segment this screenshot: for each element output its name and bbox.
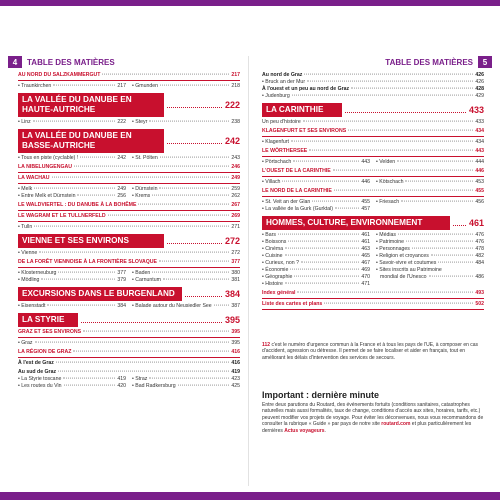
chapter-page: 395 <box>224 315 240 325</box>
toc-entry[interactable]: • Straz 423 <box>132 376 240 382</box>
toc-subsection[interactable]: Au sud de Graz 419 <box>18 369 240 375</box>
toc-entry[interactable]: • Carnuntum 381 <box>132 277 240 283</box>
toc-index[interactable]: Index général 493 <box>262 290 484 299</box>
right-toc-column <box>262 72 484 312</box>
left-toc-column <box>18 72 240 390</box>
toc-entry[interactable]: • Les routes du Vin 420 <box>18 383 126 389</box>
toc-chapter-row[interactable] <box>262 103 484 117</box>
toc-entry[interactable]: • Géographie 470 <box>262 274 370 280</box>
toc-entry[interactable]: • Religion et croyances 482 <box>376 253 484 259</box>
toc-entry[interactable]: • Balade autour du Neusiedler See 387 <box>132 303 240 309</box>
toc-entry[interactable]: • Traunkirchen 217 <box>18 83 126 89</box>
toc-section[interactable]: DE LA FORÊT VIENNOISE À LA FRONTIÈRE SLOVAQUE 377 <box>18 259 240 268</box>
toc-section[interactable]: LE WALDVIERTEL : DU DANUBE À LA BOHÊME 267 <box>18 202 240 211</box>
toc-pair <box>18 83 240 90</box>
toc-entry[interactable]: • Économie 469 <box>262 267 370 273</box>
chapter-page: 461 <box>468 218 484 228</box>
right-header-title: TABLE DES MATIÈRES <box>385 57 473 67</box>
toc-entry[interactable]: • La vallée de la Gurk (Gurktal) 457 <box>262 206 370 212</box>
chapter-title: LA CARINTHIE <box>266 105 324 114</box>
toc-entry[interactable]: • Patrimoine 476 <box>376 239 484 245</box>
toc-section[interactable]: KLAGENFURT ET SES ENVIRONS 434 <box>262 128 484 137</box>
chapter-page: 242 <box>224 136 240 146</box>
toc-entry[interactable]: • Krems 262 <box>132 193 240 199</box>
toc-entry[interactable]: • Graz 395 <box>18 340 240 346</box>
chapter-page: 222 <box>224 100 240 110</box>
site-link[interactable]: routard.com <box>381 421 411 428</box>
chapter-title: LA VALLÉE DU DANUBE EN BASSE-AUTRICHE <box>22 131 132 150</box>
toc-entry[interactable]: • Entre Melk et Dürnstein 256 <box>18 193 126 199</box>
toc-entry[interactable]: • Gmunden 218 <box>132 83 240 89</box>
toc-entry[interactable]: • Baden 380 <box>132 270 240 276</box>
toc-subsection[interactable]: À l'est de Graz 416 <box>18 360 240 366</box>
toc-pair <box>262 179 484 186</box>
toc-entry[interactable]: • Personnages 478 <box>376 246 484 252</box>
toc-section[interactable]: LA WACHAU 249 <box>18 175 240 184</box>
toc-section[interactable]: LA RÉGION DE GRAZ 416 <box>18 349 240 358</box>
bottom-purple-band <box>0 492 500 500</box>
toc-subsection[interactable]: Au nord de Graz 426 <box>262 72 484 78</box>
toc-entry[interactable]: • Histoire 471 <box>262 281 370 287</box>
left-header-title: TABLE DES MATIÈRES <box>27 57 115 67</box>
toc-chapter-row[interactable] <box>18 287 240 301</box>
toc-entry[interactable]: Un peu d'histoire 433 <box>262 119 484 125</box>
culture-list-right <box>376 232 484 288</box>
emergency-number: 112 <box>262 342 271 348</box>
toc-entry[interactable]: • Bars 461 <box>262 232 370 238</box>
toc-entry[interactable]: • La Styrie toscane 419 <box>18 376 126 382</box>
chapter-band <box>262 103 342 117</box>
left-page-number: 4 <box>8 56 22 68</box>
toc-entry[interactable]: • Tous en piste (cyclable) ! 242 <box>18 155 126 161</box>
toc-pair <box>262 159 484 166</box>
toc-entry[interactable]: • Tulln 271 <box>18 224 240 230</box>
toc-entry[interactable]: • Curieux, non ? 467 <box>262 260 370 266</box>
toc-entry[interactable]: • Boissons 461 <box>262 239 370 245</box>
toc-entry[interactable]: mondial de l'Unesco 486 <box>380 274 484 280</box>
top-purple-band <box>0 0 500 6</box>
toc-section[interactable]: LE NORD DE LA CARINTHIE 455 <box>262 188 484 197</box>
toc-section[interactable]: LE WÖRTHERSEE 443 <box>262 148 484 157</box>
toc-entry[interactable]: • Savoir-vivre et coutumes 484 <box>376 260 484 266</box>
chapter-title: LA STYRIE <box>22 315 65 324</box>
chapter-band <box>18 287 182 301</box>
toc-entry[interactable]: • Bad Radkersburg 425 <box>132 383 240 389</box>
toc-entry[interactable]: • Melk 249 <box>18 186 126 192</box>
toc-chapter-row[interactable] <box>262 216 484 230</box>
toc-entry[interactable]: • Klosterneuburg 377 <box>18 270 126 276</box>
toc-entry[interactable]: • St. Pölten 243 <box>132 155 240 161</box>
chapter-band <box>262 216 450 230</box>
right-page-header <box>380 56 492 68</box>
important-box <box>262 390 488 434</box>
chapter-title: HOMMES, CULTURE, ENVIRONNEMENT <box>266 218 423 227</box>
chapter-band <box>18 93 164 117</box>
actus-link[interactable]: Actus voyageurs <box>284 427 325 434</box>
toc-entry[interactable]: • Vienne 272 <box>18 250 240 256</box>
toc-pair <box>262 199 484 213</box>
toc-chapter-row[interactable] <box>18 313 240 327</box>
toc-chapter-row[interactable] <box>18 129 240 153</box>
chapter-title: LA VALLÉE DU DANUBE EN HAUTE-AUTRICHE <box>22 95 132 114</box>
right-page-number: 5 <box>478 56 492 68</box>
toc-entry[interactable]: • Velden 444 <box>376 159 484 165</box>
toc-pair <box>262 232 484 288</box>
toc-section[interactable]: AU NORD DU SALZKAMMERGUT 217 <box>18 72 240 81</box>
toc-pair <box>18 270 240 284</box>
toc-entry[interactable]: • Judenburg 429 <box>262 93 484 99</box>
toc-pair <box>18 303 240 310</box>
toc-entry[interactable]: • Bruck an der Mur 426 <box>262 79 484 85</box>
chapter-page: 433 <box>468 105 484 115</box>
toc-entry[interactable]: • Pörtschach 443 <box>262 159 370 165</box>
toc-section[interactable]: LA NIBELUNGENGAU 246 <box>18 164 240 173</box>
toc-entry[interactable]: • Linz 222 <box>18 119 126 125</box>
left-page-header <box>8 56 120 68</box>
toc-pair <box>18 119 240 126</box>
toc-pair <box>18 186 240 200</box>
toc-chapter-row[interactable] <box>18 93 240 117</box>
toc-entry[interactable]: • Eisenstadt 384 <box>18 303 126 309</box>
emergency-text: c'est le numéro d'urgence commun à la France et à tous les pays de l'UE, à composer en cas d'accident, agression ou détresse. Il permet de se faire localiser et aider en français, tout en améliorant les délais d'intervention des services de secours. <box>262 342 479 361</box>
chapter-page: 384 <box>224 289 240 299</box>
toc-entry[interactable]: • Klagenfurt 434 <box>262 139 484 145</box>
toc-entry[interactable]: • Steyr 238 <box>132 119 240 125</box>
toc-entry[interactable]: • Dürnstein 259 <box>132 186 240 192</box>
important-title: Important : dernière minute <box>262 390 380 400</box>
toc-entry[interactable]: • St. Veit an der Glan 455 <box>262 199 370 205</box>
chapter-band <box>18 234 164 248</box>
toc-section[interactable]: L'OUEST DE LA CARINTHIE 446 <box>262 168 484 177</box>
toc-entry[interactable]: • Friesach 456 <box>376 199 484 205</box>
toc-entry[interactable]: • Mödling 379 <box>18 277 126 283</box>
toc-entry[interactable]: • Médias 476 <box>376 232 484 238</box>
toc-section[interactable]: GRAZ ET SES ENVIRONS 395 <box>18 329 240 338</box>
important-body: Entre deux parutions du Routard, des événements fortuits (conditions sanitaires, catastrophes naturelles mais aussi formalités, taux de change, conditions d'accès aux sites, horaires, tarifs, etc.) peuvent modifier vos projets de voyage. Pour éviter les déconvenues, nous vous recommandons de consulter la rubrique « Guide » par pays de notre site routard.com et plus particulièrement les dernières Actus voyageurs. <box>262 402 484 434</box>
toc-pair <box>18 376 240 390</box>
toc-chapter-row[interactable] <box>18 234 240 248</box>
chapter-title: VIENNE ET SES ENVIRONS <box>22 236 129 245</box>
culture-list-left <box>262 232 370 288</box>
toc-entry[interactable]: • Villach 446 <box>262 179 370 185</box>
emergency-note <box>262 342 488 361</box>
chapter-title: EXCURSIONS DANS LE BURGENLAND <box>22 289 175 298</box>
chapter-page: 272 <box>224 236 240 246</box>
book-gutter <box>248 56 249 486</box>
chapter-band <box>18 313 78 327</box>
toc-maps-list[interactable]: Liste des cartes et plans 502 <box>262 301 484 310</box>
toc-subsection[interactable]: À l'ouest et un peu au nord de Graz 428 <box>262 86 484 92</box>
toc-entry[interactable]: • Cuisine 465 <box>262 253 370 259</box>
toc-entry[interactable]: • Cinéma 463 <box>262 246 370 252</box>
toc-pair <box>18 155 240 162</box>
toc-entry: • Sites inscrits au Patrimoine <box>376 267 442 273</box>
toc-entry[interactable]: • Kötschach 453 <box>376 179 484 185</box>
toc-section[interactable]: LE WAGRAM ET LE TULLNERFELD 269 <box>18 213 240 222</box>
chapter-band <box>18 129 164 153</box>
